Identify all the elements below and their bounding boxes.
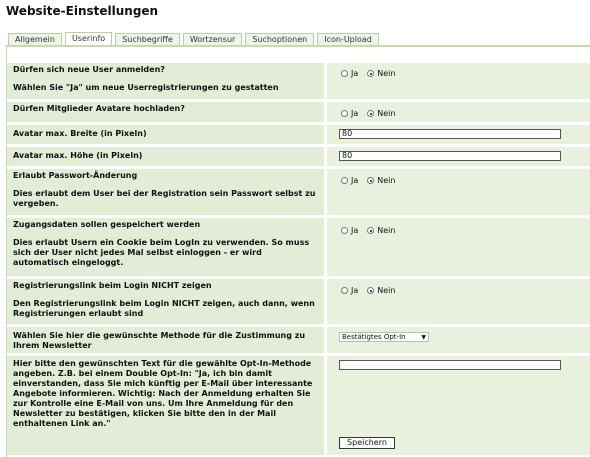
chevron-down-icon: ▼ — [421, 334, 426, 341]
setting-question: Wählen Sie hier die gewünschte Methode für die Zustimmung zu Ihrem Newsletter — [13, 331, 306, 350]
radio-no-label: Nein — [377, 226, 396, 235]
radio-no-label: Nein — [377, 176, 396, 185]
setting-value-cell — [324, 218, 590, 278]
setting-description: Dies erlaubt Usern ein Cookie beim LogIn zu verwenden. So muss sich der User nicht jedes Mal selbst einloggen - er wird automatisch eingeloggt. — [13, 238, 310, 267]
radio-yes[interactable] — [341, 70, 348, 77]
save-row-spacer — [7, 433, 324, 457]
page-title: Website-Einstellungen — [6, 4, 159, 18]
setting-row-newsletter-method — [7, 327, 590, 355]
radio-yes-label: Ja — [351, 286, 359, 295]
setting-description: Dies erlaubt dem User bei der Registration sein Passwort selbst zu vergeben. — [13, 189, 316, 208]
radio-no-label: Nein — [377, 286, 396, 295]
setting-question: Dürfen Mitglieder Avatare hochladen? — [13, 104, 185, 113]
radio-yes[interactable] — [341, 177, 348, 184]
tab-userinfo[interactable]: Userinfo — [65, 32, 112, 45]
setting-row-avatar-height — [7, 147, 590, 168]
radio-yes-label: Ja — [351, 226, 359, 235]
setting-value-cell — [324, 63, 590, 101]
setting-label-cell — [7, 102, 324, 124]
setting-label-cell — [7, 147, 324, 168]
setting-label-cell — [7, 279, 324, 326]
radio-group-new-users — [341, 69, 401, 78]
setting-row-avatar-width — [7, 125, 590, 146]
radio-yes-label: Ja — [351, 176, 359, 185]
setting-question: Erlaubt Passwort-Änderung — [13, 171, 138, 180]
radio-yes[interactable] — [341, 110, 348, 117]
setting-row-password-change — [7, 169, 590, 217]
setting-question: Avatar max. Höhe (in Pixeln) — [13, 151, 143, 160]
save-row — [7, 433, 590, 457]
setting-value-cell — [324, 279, 590, 326]
setting-question: Dürfen sich neue User anmelden? — [13, 65, 165, 74]
radio-no-label: Nein — [377, 69, 396, 78]
setting-label-cell — [7, 63, 324, 101]
radio-no[interactable] — [367, 287, 374, 294]
radio-no[interactable] — [367, 177, 374, 184]
setting-label-cell — [7, 327, 324, 355]
setting-value-cell — [324, 327, 590, 355]
setting-label-cell — [7, 218, 324, 278]
tab-allgemein[interactable]: Allgemein — [8, 33, 62, 45]
avatar-width-input[interactable]: 80 — [339, 129, 561, 139]
tab-suchoptionen[interactable]: Suchoptionen — [245, 33, 314, 45]
setting-question: Registrierungslink beim Login NICHT zeigen — [13, 281, 212, 290]
radio-yes-label: Ja — [351, 69, 359, 78]
setting-value-cell — [324, 125, 590, 146]
avatar-height-input[interactable]: 80 — [339, 151, 561, 161]
setting-question: Hier bitte den gewünschten Text für die gewählte Opt-In-Methode angeben. Z.B. bei einem Double Opt-In: "Ja, ich bin damit einverstanden, dass Sie mich künftig per E-Mail über interessante Angebote informieren. Wichtig: Nach der Anmeldung erhalten Sie zur Kontrolle eine E-Mail von uns. Um Ihre Anmeldung für den Newsletter zu bestätigen, klicken Sie bitte den in der Mail enthaltenen Link an." — [13, 359, 313, 428]
tab-bar — [8, 33, 590, 45]
setting-description: Wählen Sie "Ja" um neue Userregistrierungen zu gestatten — [13, 83, 279, 92]
radio-no[interactable] — [367, 110, 374, 117]
radio-group-registration-link — [341, 286, 401, 295]
radio-group-store-credentials — [341, 226, 401, 235]
radio-no-label: Nein — [377, 109, 396, 118]
radio-no[interactable] — [367, 227, 374, 234]
radio-yes-label: Ja — [351, 109, 359, 118]
radio-group-avatars — [341, 109, 401, 118]
optin-text-input[interactable] — [339, 360, 561, 370]
radio-yes[interactable] — [341, 227, 348, 234]
radio-group-password-change — [341, 176, 401, 185]
setting-value-cell — [324, 147, 590, 168]
radio-no[interactable] — [367, 70, 374, 77]
setting-value-cell — [324, 169, 590, 217]
setting-label-cell — [7, 125, 324, 146]
setting-row-new-users — [7, 63, 590, 101]
tab-wortzensur[interactable]: Wortzensur — [183, 33, 242, 45]
save-cell — [324, 433, 590, 457]
tab-icon-upload[interactable]: Icon-Upload — [317, 33, 379, 45]
tab-suchbegriffe[interactable]: Suchbegriffe — [115, 33, 180, 45]
setting-row-store-credentials — [7, 218, 590, 278]
save-button[interactable]: Speichern — [339, 437, 395, 449]
newsletter-method-select[interactable] — [339, 332, 429, 342]
settings-panel — [6, 47, 590, 457]
select-value: Bestätigtes Opt-In — [342, 333, 406, 341]
setting-value-cell — [324, 102, 590, 124]
setting-row-avatars — [7, 102, 590, 124]
setting-row-registration-link — [7, 279, 590, 326]
setting-label-cell — [7, 169, 324, 217]
setting-question: Avatar max. Breite (in Pixeln) — [13, 129, 147, 138]
setting-question: Zugangsdaten sollen gespeichert werden — [13, 220, 201, 229]
setting-description: Den Registrierungslink beim Login NICHT zeigen, auch dann, wenn Registrierungen erlaubt sind — [13, 299, 315, 318]
radio-yes[interactable] — [341, 287, 348, 294]
